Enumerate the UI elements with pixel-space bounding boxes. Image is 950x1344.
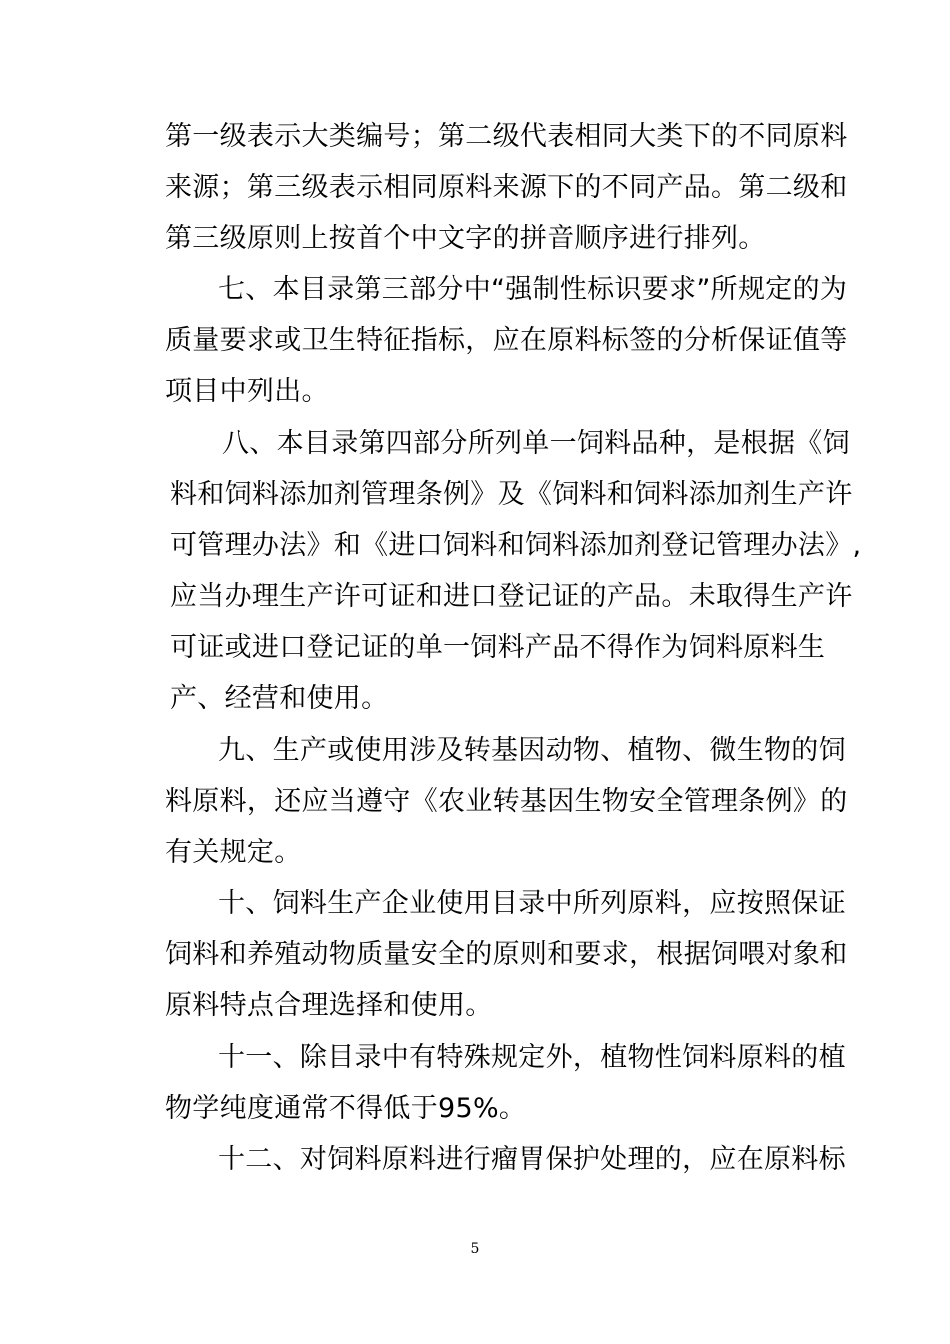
text-line: 可证或进口登记证的单一饲料产品不得作为饲料原料生 <box>170 632 826 663</box>
text-line: 产、经营和使用。 <box>170 683 389 714</box>
text-line: 可管理办法》和《进口饲料和饲料添加剂登记管理办法》, <box>170 530 862 561</box>
text-line: 饲料和养殖动物质量安全的原则和要求，根据饲喂对象和 <box>165 939 848 970</box>
text-line: 八、本目录第四部分所列单一饲料品种，是根据《饲 <box>222 428 850 459</box>
text-line: 应当办理生产许可证和进口登记证的产品。未取得生产许 <box>170 581 853 612</box>
text-line: 七、本目录第三部分中“强制性标识要求”所规定的为 <box>218 274 848 305</box>
text-line: 十一、除目录中有特殊规定外，植物性饲料原料的植 <box>218 1042 846 1073</box>
text-line: 十二、对饲料原料进行瘤胃保护处理的，应在原料标 <box>218 1144 846 1175</box>
text-line: 九、生产或使用涉及转基因动物、植物、微生物的饲 <box>218 735 846 766</box>
text-line: 有关规定。 <box>165 837 302 868</box>
text-line: 项目中列出。 <box>165 376 329 407</box>
text-line: 料原料，还应当遵守《农业转基因生物安全管理条例》的 <box>165 786 848 817</box>
text-line: 第一级表示大类编号；第二级代表相同大类下的不同原料 <box>165 121 848 152</box>
page-number: 5 <box>470 1241 480 1257</box>
text-line: 质量要求或卫生特征指标，应在原料标签的分析保证值等 <box>165 325 848 356</box>
text-line: 料和饲料添加剂管理条例》及《饲料和饲料添加剂生产许 <box>170 479 853 510</box>
text-line: 物学纯度通常不得低于95%。 <box>165 1093 527 1124</box>
text-line: 来源；第三级表示相同原料来源下的不同产品。第二级和 <box>165 172 848 203</box>
text-line: 第三级原则上按首个中文字的拼音顺序进行排列。 <box>165 223 766 254</box>
text-line: 十、饲料生产企业使用目录中所列原料，应按照保证 <box>218 888 846 919</box>
text-line: 原料特点合理选择和使用。 <box>165 990 493 1021</box>
